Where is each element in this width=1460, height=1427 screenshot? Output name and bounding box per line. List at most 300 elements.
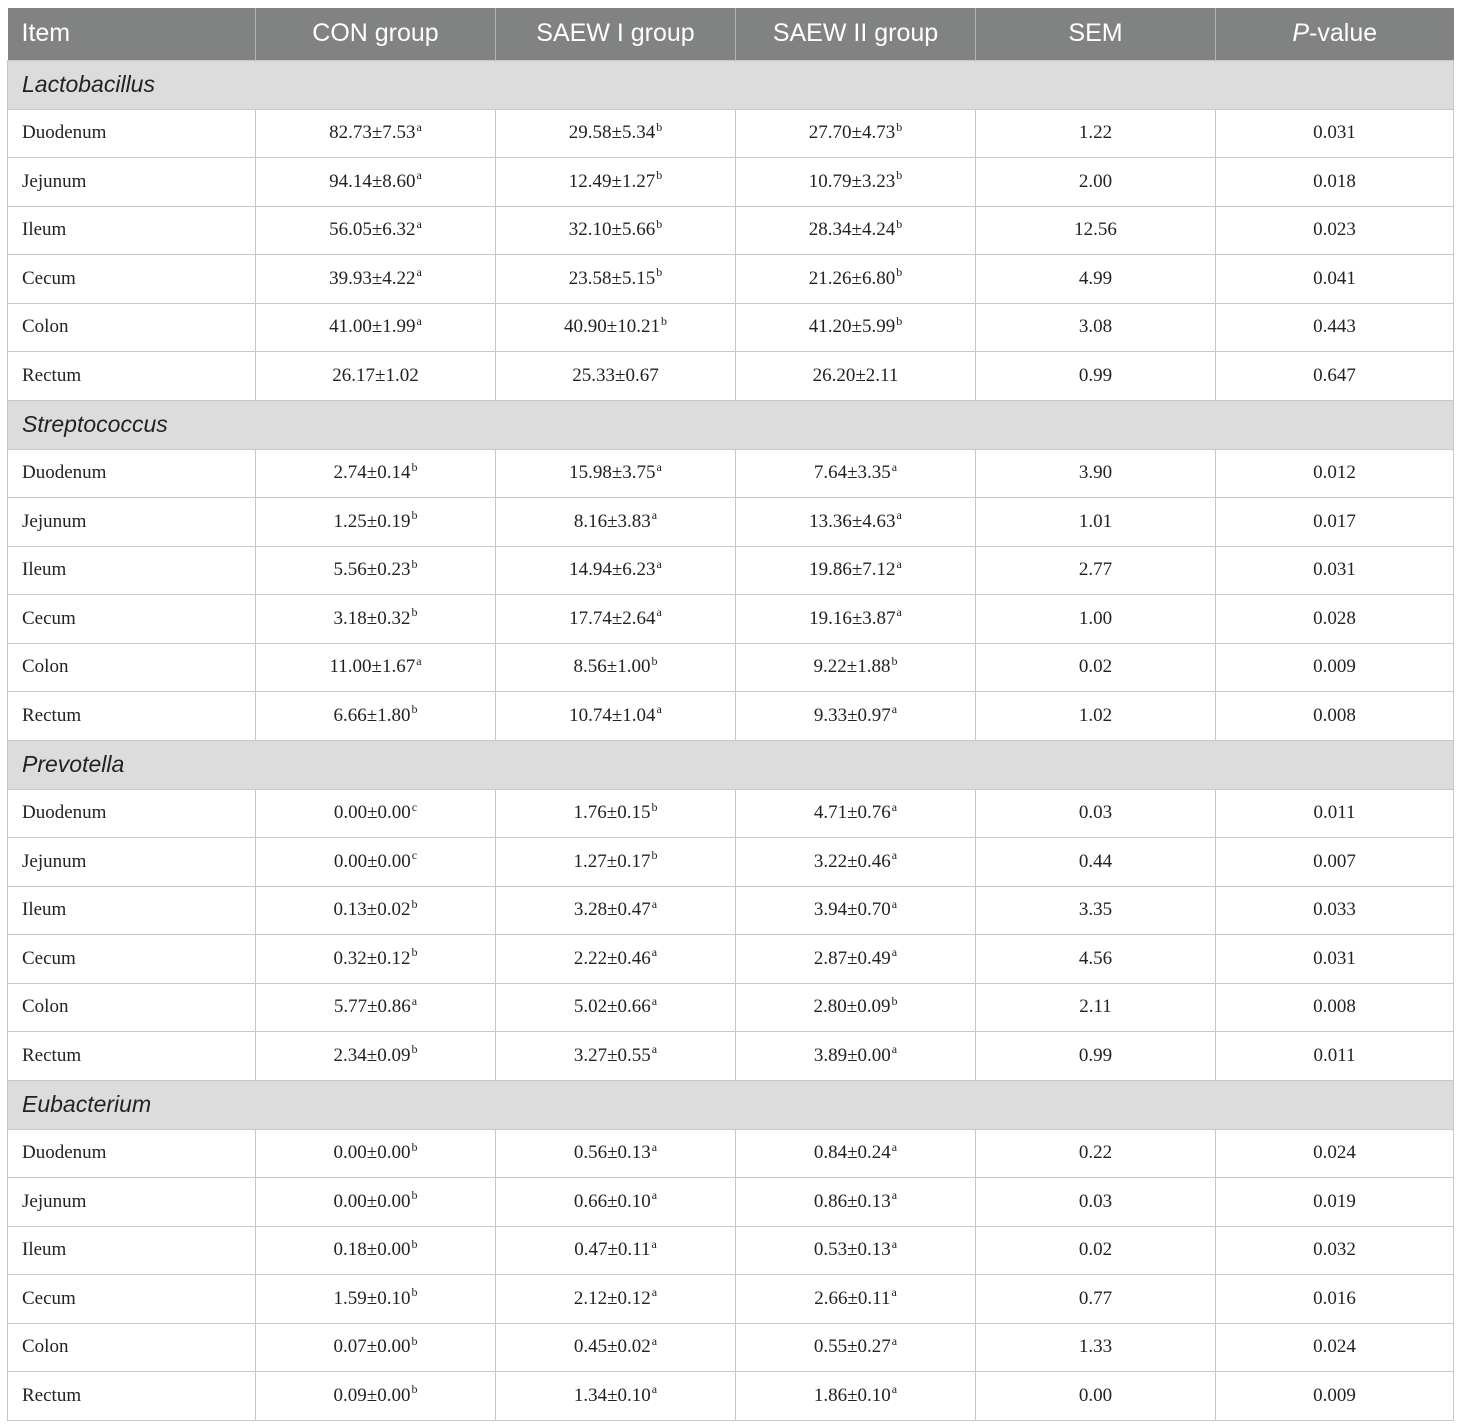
cell-saew1	[496, 595, 736, 644]
cell-value: 32.10±5.66	[568, 219, 656, 241]
cell-item: Cecum	[8, 935, 256, 984]
table-row	[8, 303, 1454, 352]
cell-saew2	[736, 643, 976, 692]
cell-saew1	[496, 838, 736, 887]
cell-value: 10.79±3.23	[808, 170, 896, 192]
table-row	[8, 1129, 1454, 1178]
significance-letter: b	[411, 702, 418, 717]
cell-value: 2.34±0.09	[333, 1044, 411, 1066]
cell-value: 1.86±0.10	[813, 1384, 891, 1406]
cell-con	[256, 1372, 496, 1421]
cell-value: 1.76±0.15	[573, 802, 651, 824]
significance-letter: a	[651, 1382, 658, 1397]
cell-saew2	[736, 449, 976, 498]
table-row	[8, 255, 1454, 304]
cell-sem: 3.08	[976, 303, 1216, 352]
cell-p-value: 0.023	[1216, 206, 1454, 255]
cell-con	[256, 1129, 496, 1178]
cell-sem: 0.22	[976, 1129, 1216, 1178]
significance-letter: b	[411, 605, 418, 620]
section-title: Prevotella	[8, 740, 1454, 789]
significance-letter: b	[896, 168, 903, 183]
cell-saew2	[736, 498, 976, 547]
significance-letter: a	[656, 556, 662, 571]
table-row	[8, 1178, 1454, 1227]
cell-saew2	[736, 158, 976, 207]
significance-letter: b	[411, 459, 418, 474]
cell-saew2	[736, 1275, 976, 1324]
table-row	[8, 983, 1454, 1032]
cell-item: Ileum	[8, 206, 256, 255]
significance-letter: a	[416, 216, 422, 231]
significance-letter: a	[896, 508, 902, 523]
significance-letter: a	[891, 1188, 898, 1203]
cell-p-value: 0.018	[1216, 158, 1454, 207]
cell-value: 82.73±7.53	[329, 122, 416, 144]
cell-saew2	[736, 838, 976, 887]
cell-value: 41.00±1.99	[329, 316, 416, 338]
cell-sem: 0.00	[976, 1372, 1216, 1421]
significance-letter: a	[651, 1042, 658, 1057]
cell-saew2	[736, 1129, 976, 1178]
cell-value: 7.64±3.35	[813, 462, 891, 484]
cell-saew1	[496, 498, 736, 547]
cell-item: Rectum	[8, 352, 256, 401]
significance-letter: a	[891, 848, 898, 863]
cell-value: 9.22±1.88	[813, 656, 891, 678]
cell-p-value: 0.012	[1216, 449, 1454, 498]
cell-p-value: 0.028	[1216, 595, 1454, 644]
cell-saew2	[736, 1372, 976, 1421]
significance-letter: a	[891, 945, 898, 960]
cell-p-value: 0.033	[1216, 886, 1454, 935]
cell-value: 3.89±0.00	[813, 1044, 891, 1066]
cell-value: 15.98±3.75	[569, 462, 656, 484]
significance-letter: b	[896, 313, 903, 328]
significance-letter: b	[656, 119, 663, 134]
cell-value: 2.66±0.11	[814, 1287, 891, 1309]
table-row	[8, 886, 1454, 935]
significance-letter: a	[656, 605, 662, 620]
significance-letter: a	[416, 168, 422, 183]
cell-saew1	[496, 1275, 736, 1324]
cell-value: 2.22±0.46	[573, 947, 651, 969]
cell-item: Colon	[8, 643, 256, 692]
cell-saew2	[736, 1178, 976, 1227]
section-header-row	[8, 400, 1454, 449]
cell-con	[256, 303, 496, 352]
cell-con	[256, 352, 496, 401]
cell-value: 1.25±0.19	[333, 510, 411, 532]
cell-item: Cecum	[8, 255, 256, 304]
cell-p-value: 0.011	[1216, 1032, 1454, 1081]
cell-saew2	[736, 886, 976, 935]
significance-letter: a	[651, 1236, 657, 1251]
table-row	[8, 692, 1454, 741]
cell-value: 40.90±10.21	[564, 316, 660, 338]
cell-sem: 0.02	[976, 643, 1216, 692]
cell-p-value: 0.024	[1216, 1129, 1454, 1178]
cell-con	[256, 1032, 496, 1081]
cell-sem: 0.02	[976, 1226, 1216, 1275]
cell-value: 39.93±4.22	[329, 267, 416, 289]
significance-letter: a	[416, 313, 422, 328]
cell-value: 25.33±0.67	[572, 364, 659, 386]
cell-saew2	[736, 1323, 976, 1372]
significance-letter: a	[891, 459, 898, 474]
cell-sem: 4.99	[976, 255, 1216, 304]
cell-item: Rectum	[8, 692, 256, 741]
header-con-group: CON group	[256, 8, 496, 60]
significance-letter: a	[416, 653, 422, 668]
cell-saew1	[496, 1032, 736, 1081]
significance-letter: a	[651, 1139, 658, 1154]
cell-value: 94.14±8.60	[329, 170, 416, 192]
cell-saew1	[496, 546, 736, 595]
cell-value: 41.20±5.99	[808, 316, 896, 338]
cell-saew2	[736, 983, 976, 1032]
significance-letter: a	[651, 508, 658, 523]
cell-con	[256, 789, 496, 838]
cell-value: 3.94±0.70	[813, 899, 891, 921]
significance-letter: b	[411, 1382, 418, 1397]
cell-con	[256, 206, 496, 255]
significance-letter: a	[656, 702, 662, 717]
section-title: Lactobacillus	[8, 60, 1454, 109]
significance-letter: c	[411, 799, 418, 814]
cell-saew1	[496, 206, 736, 255]
cell-p-value: 0.008	[1216, 983, 1454, 1032]
cell-value: 0.09±0.00	[333, 1384, 411, 1406]
significance-letter: b	[411, 1139, 418, 1154]
cell-saew2	[736, 303, 976, 352]
significance-letter: b	[411, 896, 418, 911]
significance-letter: a	[416, 265, 422, 280]
section-title: Streptococcus	[8, 400, 1454, 449]
significance-letter: b	[891, 653, 898, 668]
cell-value: 2.80±0.09	[813, 996, 891, 1018]
cell-con	[256, 983, 496, 1032]
cell-value: 29.58±5.34	[568, 122, 656, 144]
header-sem: SEM	[976, 8, 1216, 60]
table-row	[8, 1226, 1454, 1275]
cell-p-value: 0.443	[1216, 303, 1454, 352]
header-saew2-group: SAEW II group	[736, 8, 976, 60]
cell-con	[256, 546, 496, 595]
cell-sem: 2.11	[976, 983, 1216, 1032]
table-row	[8, 498, 1454, 547]
cell-sem: 0.44	[976, 838, 1216, 887]
cell-value: 6.66±1.80	[333, 704, 411, 726]
results-table	[7, 8, 1454, 1421]
table-row	[8, 1032, 1454, 1081]
significance-letter: b	[411, 1042, 418, 1057]
cell-con	[256, 838, 496, 887]
table-row	[8, 1372, 1454, 1421]
significance-letter: b	[896, 216, 903, 231]
cell-value: 2.12±0.12	[573, 1287, 651, 1309]
cell-con	[256, 1226, 496, 1275]
cell-value: 5.02±0.66	[573, 996, 651, 1018]
cell-saew1	[496, 1129, 736, 1178]
cell-saew1	[496, 983, 736, 1032]
cell-sem: 1.22	[976, 109, 1216, 158]
cell-value: 27.70±4.73	[808, 122, 896, 144]
cell-value: 0.84±0.24	[813, 1142, 891, 1164]
cell-p-value: 0.011	[1216, 789, 1454, 838]
cell-saew1	[496, 158, 736, 207]
cell-saew1	[496, 1226, 736, 1275]
cell-con	[256, 255, 496, 304]
cell-item: Rectum	[8, 1372, 256, 1421]
cell-item: Cecum	[8, 1275, 256, 1324]
significance-letter: b	[411, 1285, 418, 1300]
significance-letter: b	[891, 993, 898, 1008]
cell-item: Cecum	[8, 595, 256, 644]
significance-letter: a	[651, 993, 658, 1008]
significance-letter: a	[891, 1236, 898, 1251]
table-row	[8, 1275, 1454, 1324]
cell-con	[256, 1323, 496, 1372]
cell-value: 0.13±0.02	[333, 899, 411, 921]
cell-value: 0.00±0.00	[333, 850, 411, 872]
cell-item: Colon	[8, 1323, 256, 1372]
cell-value: 1.59±0.10	[333, 1287, 411, 1309]
cell-value: 0.07±0.00	[333, 1336, 411, 1358]
header-p-suffix: -value	[1309, 19, 1378, 48]
cell-p-value: 0.647	[1216, 352, 1454, 401]
cell-item: Rectum	[8, 1032, 256, 1081]
cell-saew1	[496, 449, 736, 498]
significance-letter: a	[891, 702, 898, 717]
cell-value: 13.36±4.63	[809, 510, 896, 532]
table-row	[8, 352, 1454, 401]
header-p-value	[1216, 8, 1454, 60]
significance-letter: a	[891, 1285, 897, 1300]
cell-saew2	[736, 1032, 976, 1081]
cell-saew2	[736, 255, 976, 304]
cell-item: Jejunum	[8, 838, 256, 887]
cell-sem: 1.33	[976, 1323, 1216, 1372]
table-row	[8, 838, 1454, 887]
cell-value: 56.05±6.32	[329, 219, 416, 241]
significance-letter: b	[411, 1236, 418, 1251]
cell-value: 26.17±1.02	[332, 364, 419, 386]
significance-letter: a	[891, 896, 898, 911]
cell-item: Duodenum	[8, 109, 256, 158]
cell-item: Jejunum	[8, 158, 256, 207]
cell-value: 28.34±4.24	[808, 219, 896, 241]
cell-value: 5.77±0.86	[333, 996, 411, 1018]
significance-letter: b	[656, 168, 663, 183]
table-row	[8, 449, 1454, 498]
significance-letter: b	[411, 1188, 418, 1203]
cell-value: 2.87±0.49	[813, 947, 891, 969]
cell-saew1	[496, 692, 736, 741]
section-header-row	[8, 60, 1454, 109]
cell-saew1	[496, 109, 736, 158]
cell-value: 14.94±6.23	[569, 559, 656, 581]
cell-con	[256, 935, 496, 984]
cell-saew1	[496, 1323, 736, 1372]
cell-con	[256, 886, 496, 935]
cell-p-value: 0.041	[1216, 255, 1454, 304]
significance-letter: a	[891, 799, 898, 814]
cell-value: 21.26±6.80	[808, 267, 896, 289]
header-item: Item	[8, 8, 256, 60]
significance-letter: a	[896, 605, 902, 620]
cell-item: Ileum	[8, 546, 256, 595]
cell-sem: 2.77	[976, 546, 1216, 595]
table-row	[8, 935, 1454, 984]
cell-sem: 0.99	[976, 1032, 1216, 1081]
cell-p-value: 0.008	[1216, 692, 1454, 741]
significance-letter: a	[891, 1382, 898, 1397]
significance-letter: b	[656, 265, 663, 280]
cell-sem: 3.35	[976, 886, 1216, 935]
cell-value: 1.34±0.10	[573, 1384, 651, 1406]
cell-value: 17.74±2.64	[569, 607, 656, 629]
table-header	[8, 8, 1454, 60]
cell-sem: 12.56	[976, 206, 1216, 255]
cell-con	[256, 1178, 496, 1227]
cell-p-value: 0.031	[1216, 109, 1454, 158]
cell-sem: 3.90	[976, 449, 1216, 498]
cell-saew2	[736, 352, 976, 401]
section-title: Eubacterium	[8, 1080, 1454, 1129]
significance-letter: a	[656, 459, 662, 474]
cell-saew2	[736, 692, 976, 741]
cell-value: 2.74±0.14	[333, 462, 411, 484]
cell-con	[256, 109, 496, 158]
section-header-row	[8, 1080, 1454, 1129]
cell-value: 8.16±3.83	[573, 510, 651, 532]
cell-sem: 2.00	[976, 158, 1216, 207]
cell-sem: 0.03	[976, 1178, 1216, 1227]
section-header-row	[8, 740, 1454, 789]
cell-item: Colon	[8, 303, 256, 352]
cell-saew1	[496, 643, 736, 692]
header-saew1-group: SAEW I group	[496, 8, 736, 60]
cell-p-value: 0.031	[1216, 935, 1454, 984]
significance-letter: b	[411, 945, 418, 960]
cell-saew2	[736, 935, 976, 984]
cell-value: 0.00±0.00	[333, 802, 411, 824]
cell-p-value: 0.017	[1216, 498, 1454, 547]
cell-item: Duodenum	[8, 789, 256, 838]
cell-saew1	[496, 1178, 736, 1227]
cell-value: 0.45±0.02	[573, 1336, 651, 1358]
cell-value: 19.16±3.87	[809, 607, 896, 629]
significance-letter: a	[651, 896, 658, 911]
cell-item: Duodenum	[8, 449, 256, 498]
table-row	[8, 643, 1454, 692]
cell-value: 0.56±0.13	[573, 1142, 651, 1164]
cell-p-value: 0.007	[1216, 838, 1454, 887]
cell-sem: 0.99	[976, 352, 1216, 401]
significance-letter: b	[651, 799, 658, 814]
cell-item: Duodenum	[8, 1129, 256, 1178]
cell-value: 0.00±0.00	[333, 1142, 411, 1164]
significance-letter: a	[651, 1285, 658, 1300]
cell-value: 8.56±1.00	[573, 656, 651, 678]
cell-value: 3.28±0.47	[573, 899, 651, 921]
significance-letter: a	[891, 1139, 898, 1154]
cell-con	[256, 643, 496, 692]
significance-letter: b	[411, 556, 418, 571]
cell-saew1	[496, 352, 736, 401]
significance-letter: b	[896, 119, 903, 134]
significance-letter: a	[891, 1333, 898, 1348]
cell-saew1	[496, 789, 736, 838]
table-row	[8, 1323, 1454, 1372]
significance-letter: a	[651, 1333, 658, 1348]
significance-letter: b	[660, 313, 667, 328]
cell-saew2	[736, 206, 976, 255]
significance-letter: b	[411, 1333, 418, 1348]
cell-p-value: 0.016	[1216, 1275, 1454, 1324]
table-body	[8, 60, 1454, 1420]
cell-sem: 1.00	[976, 595, 1216, 644]
cell-p-value: 0.031	[1216, 546, 1454, 595]
cell-p-value: 0.019	[1216, 1178, 1454, 1227]
cell-item: Jejunum	[8, 1178, 256, 1227]
cell-saew2	[736, 109, 976, 158]
cell-item: Colon	[8, 983, 256, 1032]
cell-value: 10.74±1.04	[569, 704, 656, 726]
cell-p-value: 0.009	[1216, 1372, 1454, 1421]
cell-saew1	[496, 886, 736, 935]
cell-saew1	[496, 303, 736, 352]
cell-value: 0.18±0.00	[333, 1239, 411, 1261]
significance-letter: a	[651, 1188, 658, 1203]
cell-saew1	[496, 935, 736, 984]
cell-p-value: 0.032	[1216, 1226, 1454, 1275]
cell-sem: 0.03	[976, 789, 1216, 838]
cell-value: 0.55±0.27	[813, 1336, 891, 1358]
significance-letter: a	[896, 556, 902, 571]
cell-saew2	[736, 1226, 976, 1275]
significance-letter: b	[651, 653, 658, 668]
cell-con	[256, 498, 496, 547]
cell-con	[256, 449, 496, 498]
significance-letter: b	[896, 265, 903, 280]
significance-letter: a	[651, 945, 658, 960]
cell-value: 3.18±0.32	[333, 607, 411, 629]
cell-value: 5.56±0.23	[333, 559, 411, 581]
cell-sem: 4.56	[976, 935, 1216, 984]
cell-item: Ileum	[8, 1226, 256, 1275]
header-row	[8, 8, 1454, 60]
cell-con	[256, 158, 496, 207]
cell-value: 0.32±0.12	[333, 947, 411, 969]
cell-con	[256, 1275, 496, 1324]
cell-value: 12.49±1.27	[568, 170, 656, 192]
cell-con	[256, 692, 496, 741]
cell-value: 0.86±0.13	[813, 1190, 891, 1212]
cell-value: 26.20±2.11	[812, 364, 899, 386]
cell-value: 23.58±5.15	[568, 267, 656, 289]
cell-value: 0.66±0.10	[573, 1190, 651, 1212]
cell-saew1	[496, 1372, 736, 1421]
cell-con	[256, 595, 496, 644]
cell-item: Ileum	[8, 886, 256, 935]
cell-value: 11.00±1.67	[329, 656, 416, 678]
table-row	[8, 158, 1454, 207]
significance-letter: b	[656, 216, 663, 231]
significance-letter: c	[411, 848, 418, 863]
cell-value: 0.47±0.11	[574, 1239, 651, 1261]
